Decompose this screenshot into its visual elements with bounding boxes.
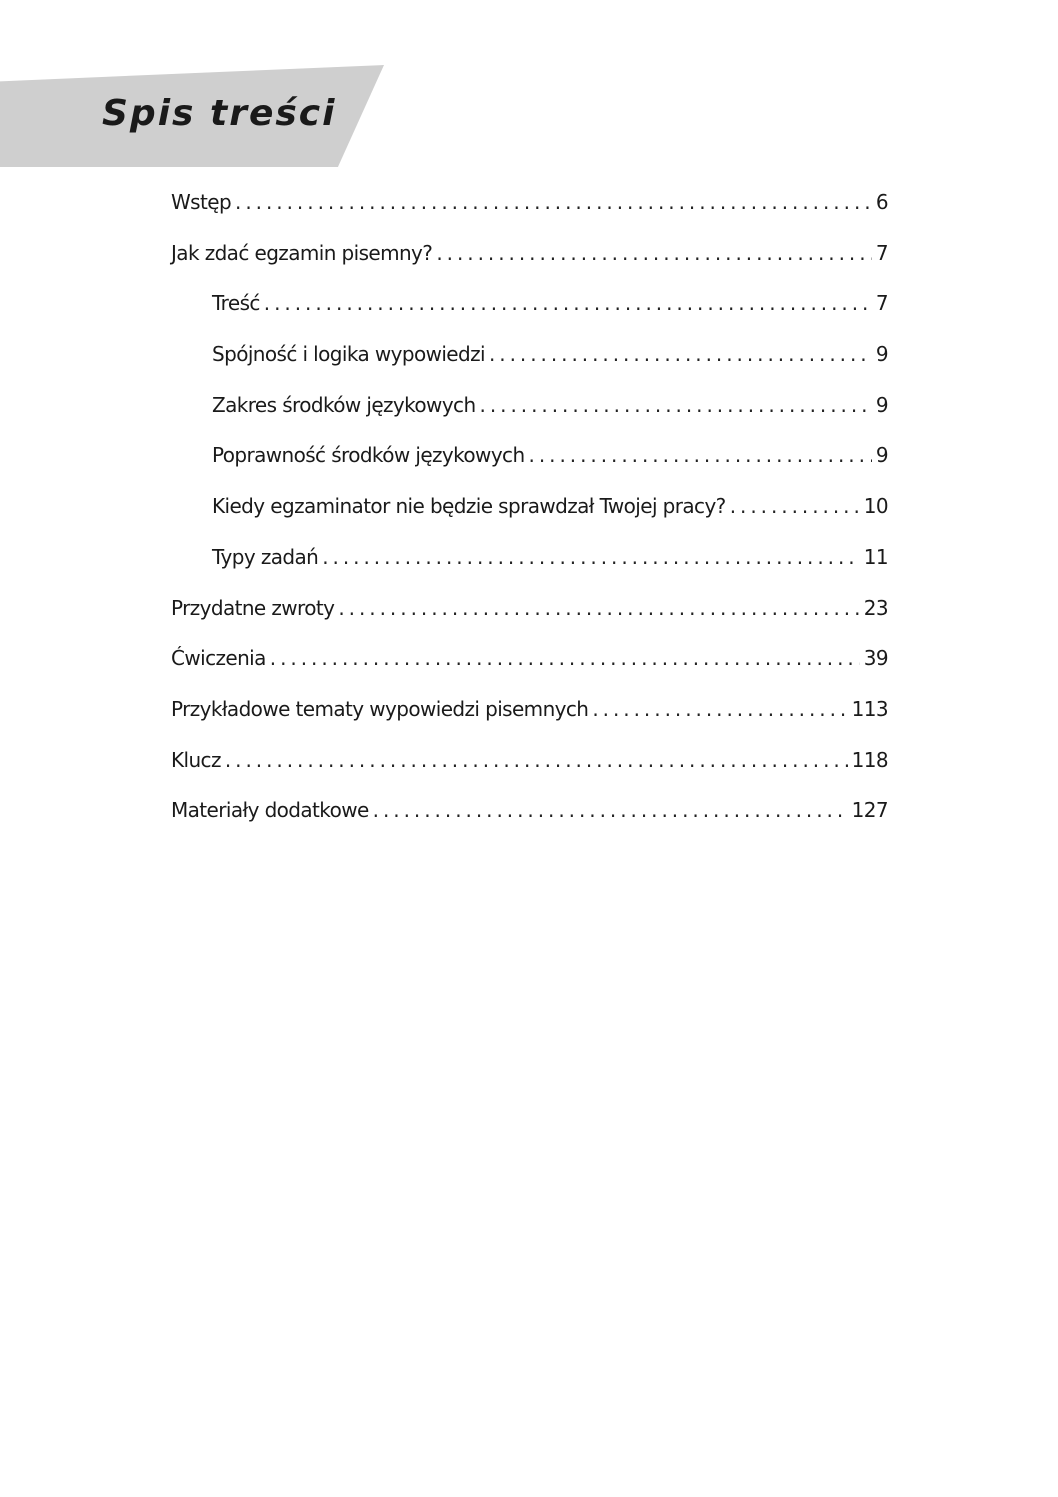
table-of-contents	[171, 183, 888, 842]
page-title: Spis treści	[102, 93, 337, 134]
toc-entry-materialy-dodatkowe[interactable]	[171, 791, 888, 842]
dot-leader	[373, 791, 848, 829]
dot-leader	[270, 639, 860, 677]
toc-entry-label: Ćwiczenia	[171, 646, 266, 671]
toc-entry-page: 39	[863, 646, 888, 671]
toc-entry-kiedy-egzaminator[interactable]	[171, 487, 888, 538]
toc-entry-label: Zakres środków językowych	[212, 392, 476, 417]
toc-entry-klucz[interactable]	[171, 741, 888, 792]
dot-leader	[529, 436, 872, 474]
toc-entry-label: Typy zadań	[212, 544, 319, 569]
toc-entry-przykladowe-tematy[interactable]	[171, 690, 888, 741]
toc-entry-page: 10	[863, 494, 888, 519]
dot-leader	[730, 487, 860, 525]
toc-entry-wstep[interactable]	[171, 183, 888, 234]
toc-entry-page: 9	[875, 443, 888, 468]
toc-entry-page: 9	[875, 392, 888, 417]
toc-entry-zakres[interactable]	[171, 386, 888, 437]
dot-leader	[489, 335, 872, 373]
toc-entry-spojnosc[interactable]	[171, 335, 888, 386]
toc-entry-page: 118	[851, 747, 888, 772]
dot-leader	[264, 284, 872, 322]
toc-entry-przydatne-zwroty[interactable]	[171, 589, 888, 640]
dot-leader	[338, 589, 859, 627]
toc-entry-label: Poprawność środków językowych	[212, 443, 525, 468]
toc-entry-label: Kiedy egzaminator nie będzie sprawdzał Twojej pracy?	[212, 494, 726, 519]
dot-leader	[225, 741, 848, 779]
toc-entry-page: 11	[863, 544, 888, 569]
toc-entry-typy-zadan[interactable]	[171, 538, 888, 589]
toc-entry-label: Jak zdać egzamin pisemny?	[171, 240, 433, 265]
toc-entry-page: 6	[875, 190, 888, 214]
dot-leader	[322, 538, 860, 576]
toc-entry-tresc[interactable]	[171, 284, 888, 335]
toc-entry-label: Spójność i logika wypowiedzi	[212, 342, 485, 367]
dot-leader	[436, 234, 872, 272]
toc-entry-label: Treść	[212, 291, 260, 316]
toc-entry-page: 9	[875, 342, 888, 367]
toc-entry-jak-zdac-egzamin[interactable]	[171, 234, 888, 285]
toc-entry-page: 23	[863, 595, 888, 620]
toc-entry-poprawnosc[interactable]	[171, 436, 888, 487]
toc-entry-page: 127	[851, 798, 888, 823]
toc-entry-label: Przydatne zwroty	[171, 595, 335, 620]
toc-entry-label: Przykładowe tematy wypowiedzi pisemnych	[171, 696, 589, 721]
toc-entry-label: Klucz	[171, 747, 221, 772]
toc-entry-label: Wstęp	[171, 190, 232, 214]
toc-entry-label: Materiały dodatkowe	[171, 798, 369, 823]
dot-leader	[480, 386, 872, 424]
toc-entry-page: 7	[875, 240, 888, 265]
toc-entry-page: 7	[875, 291, 888, 316]
toc-entry-page: 113	[851, 696, 888, 721]
dot-leader	[235, 183, 872, 221]
toc-entry-cwiczenia[interactable]	[171, 639, 888, 690]
dot-leader	[592, 690, 847, 728]
